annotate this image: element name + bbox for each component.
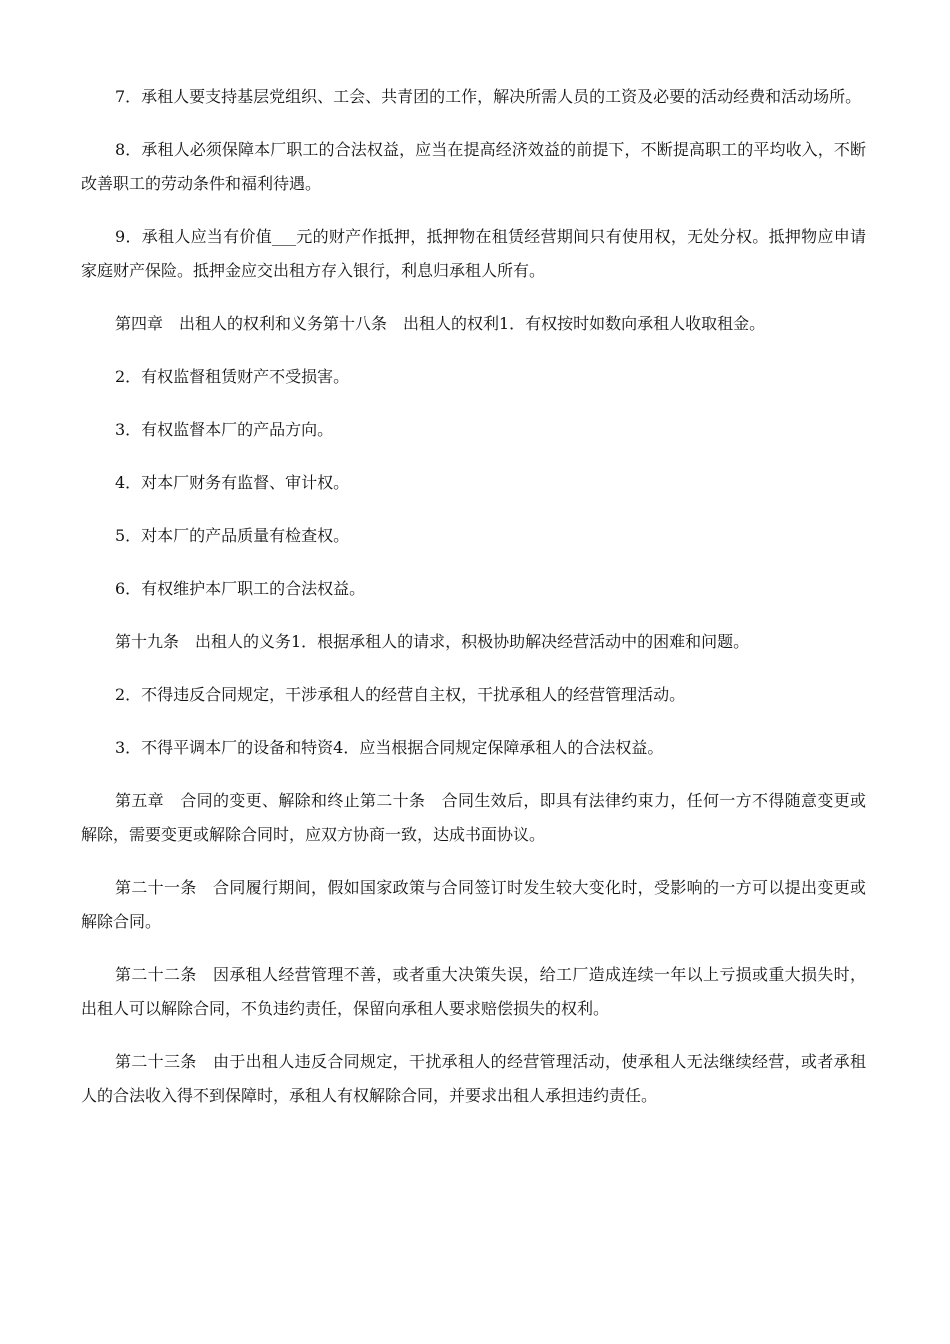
paragraph-right-2: 2．有权监督租赁财产不受损害。 [115,367,350,386]
paragraph-item-7: 7．承租人要支持基层党组织、工会、共青团的工作，解决所需人员的工资及必要的活动经费和活动场所。 [115,87,862,106]
paragraph-item-8: 8．承租人必须保障本厂职工的合法权益，应当在提高经济效益的前提下，不断提高职工的平均收入，不断改善职工的劳动条件和福利待遇。 [81,140,866,193]
paragraph-article-22: 第二十二条 因承租人经营管理不善，或者重大决策失误，给工厂造成连续一年以上亏损或重大损失时，出租人可以解除合同，不负违约责任，保留向承租人要求赔偿损失的权利。 [81,965,866,1018]
paragraph-right-3: 3．有权监督本厂的产品方向。 [115,420,334,439]
paragraph-article-23: 第二十三条 由于出租人违反合同规定，干扰承租人的经营管理活动，使承租人无法继续经营，或者承租人的合法收入得不到保障时，承租人有权解除合同，并要求出租人承担违约责任。 [81,1052,866,1105]
paragraph-article-21: 第二十一条 合同履行期间，假如国家政策与合同签订时发生较大变化时，受影响的一方可以提出变更或解除合同。 [81,878,866,931]
paragraph-right-5: 5．对本厂的产品质量有检查权。 [115,526,350,545]
paragraph-chapter-4-article-18: 第四章 出租人的权利和义务第十八条 出租人的权利1．有权按时如数向承租人收取租金。 [115,314,766,333]
paragraph-item-9: 9．承租人应当有价值___元的财产作抵押，抵押物在租赁经营期间只有使用权，无处分权。抵押物应申请家庭财产保险。抵押金应交出租方存入银行，利息归承租人所有。 [81,227,866,280]
paragraph-right-6: 6．有权维护本厂职工的合法权益。 [115,579,366,598]
paragraph-duty-3-4: 3．不得平调本厂的设备和特资4．应当根据合同规定保障承租人的合法权益。 [115,738,664,757]
paragraph-chapter-5-article-20: 第五章 合同的变更、解除和终止第二十条 合同生效后，即具有法律约束力，任何一方不得随意变更或解除，需要变更或解除合同时，应双方协商一致，达成书面协议。 [81,791,866,844]
document-page [81,80,866,1132]
paragraph-right-4: 4．对本厂财务有监督、审计权。 [115,473,350,492]
paragraph-duty-2: 2．不得违反合同规定，干涉承租人的经营自主权，干扰承租人的经营管理活动。 [115,685,686,704]
paragraph-article-19: 第十九条 出租人的义务1．根据承租人的请求，积极协助解决经营活动中的困难和问题。 [115,632,750,651]
